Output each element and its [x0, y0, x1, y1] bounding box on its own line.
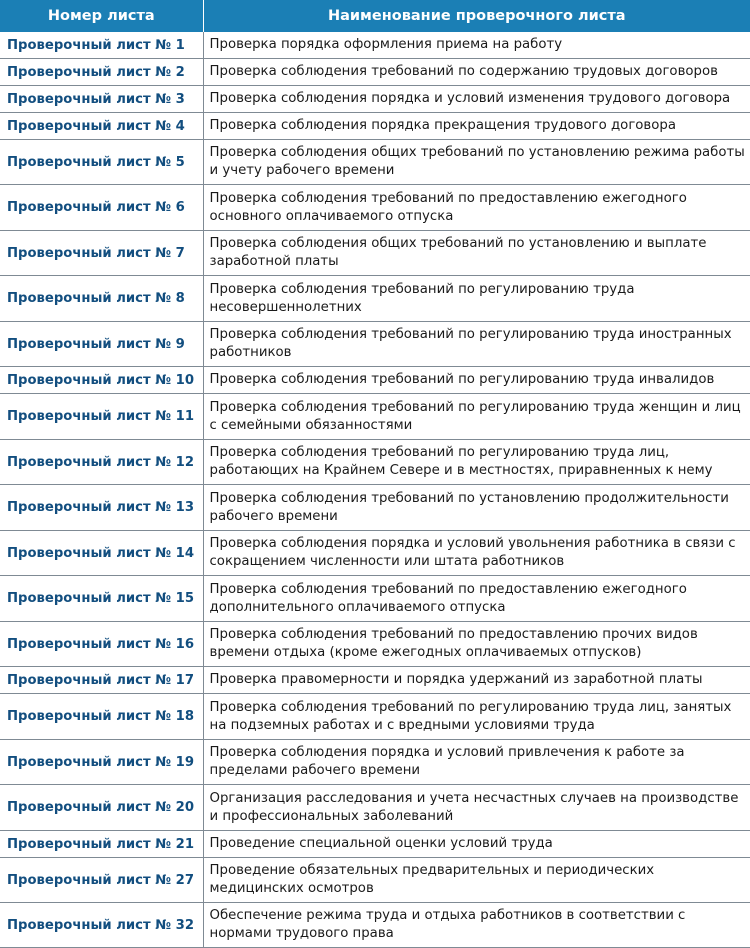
- sheet-name: Проверка соблюдения требований по регулированию труда инвалидов: [203, 367, 750, 394]
- sheet-number: Проверочный лист № 17: [0, 667, 203, 694]
- table-row: [0, 740, 750, 785]
- sheet-name: Проверка соблюдения порядка и условий привлечения к работе за пределами рабочего времени: [203, 740, 750, 785]
- sheet-number: Проверочный лист № 2: [0, 59, 203, 86]
- sheet-name: Организация расследования и учета несчастных случаев на производстве и профессиональных заболеваний: [203, 785, 750, 831]
- sheet-number: Проверочный лист № 8: [0, 276, 203, 322]
- table-row: [0, 86, 750, 113]
- sheet-number: Проверочный лист № 3: [0, 86, 203, 113]
- sheet-number: Проверочный лист № 1: [0, 32, 203, 59]
- table-row: [0, 185, 750, 231]
- sheet-name: Проверка соблюдения требований по регулированию труда лиц, работающих на Крайнем Севере и в местностях, приравненных к нему: [203, 440, 750, 485]
- sheet-number: Проверочный лист № 5: [0, 140, 203, 185]
- table-header-row: [0, 0, 750, 32]
- table-row: [0, 113, 750, 140]
- sheet-name: Проверка соблюдения требований по предоставлению прочих видов времени отдыха (кроме ежегодных оплачиваемых отпусков): [203, 622, 750, 667]
- table-row: [0, 858, 750, 903]
- sheet-name: Проверка соблюдения требований по предоставлению ежегодного основного оплачиваемого отпуска: [203, 185, 750, 231]
- sheet-name: Проверка соблюдения требований по регулированию труда женщин и лиц с семейными обязанностями: [203, 394, 750, 440]
- sheet-number: Проверочный лист № 21: [0, 831, 203, 858]
- table-row: [0, 667, 750, 694]
- table-row: [0, 531, 750, 576]
- sheet-name: Проверка соблюдения требований по регулированию труда лиц, занятых на подземных работах и с вредными условиями труда: [203, 694, 750, 740]
- table-row: [0, 485, 750, 531]
- table-row: [0, 622, 750, 667]
- sheet-number: Проверочный лист № 14: [0, 531, 203, 576]
- sheet-name: Проверка соблюдения порядка и условий изменения трудового договора: [203, 86, 750, 113]
- sheet-number: Проверочный лист № 18: [0, 694, 203, 740]
- table-row: [0, 440, 750, 485]
- table-row: [0, 32, 750, 59]
- sheet-name: Проверка соблюдения требований по установлению продолжительности рабочего времени: [203, 485, 750, 531]
- table-row: [0, 831, 750, 858]
- sheet-name: Проверка соблюдения требований по регулированию труда несовершеннолетних: [203, 276, 750, 322]
- sheet-name: Проверка соблюдения требований по предоставлению ежегодного дополнительного оплачиваемого отпуска: [203, 576, 750, 622]
- sheet-number: Проверочный лист № 4: [0, 113, 203, 140]
- sheet-name: Проверка соблюдения требований по содержанию трудовых договоров: [203, 59, 750, 86]
- sheet-name: Проверка соблюдения общих требований по установлению и выплате заработной платы: [203, 231, 750, 276]
- sheet-name: Проверка порядка оформления приема на работу: [203, 32, 750, 59]
- sheet-number: Проверочный лист № 16: [0, 622, 203, 667]
- sheet-name: Проведение обязательных предварительных и периодических медицинских осмотров: [203, 858, 750, 903]
- table-row: [0, 694, 750, 740]
- table-row: [0, 367, 750, 394]
- sheet-number: Проверочный лист № 20: [0, 785, 203, 831]
- sheet-number: Проверочный лист № 32: [0, 903, 203, 948]
- sheet-name: Проверка соблюдения порядка прекращения трудового договора: [203, 113, 750, 140]
- sheet-name: Проверка соблюдения требований по регулированию труда иностранных работников: [203, 322, 750, 367]
- sheet-number: Проверочный лист № 10: [0, 367, 203, 394]
- table-row: [0, 576, 750, 622]
- table-row: [0, 785, 750, 831]
- sheet-number: Проверочный лист № 27: [0, 858, 203, 903]
- sheet-number: Проверочный лист № 6: [0, 185, 203, 231]
- table-row: [0, 140, 750, 185]
- sheet-number: Проверочный лист № 12: [0, 440, 203, 485]
- table-row: [0, 59, 750, 86]
- table-row: [0, 231, 750, 276]
- sheet-number: Проверочный лист № 19: [0, 740, 203, 785]
- column-header-name: Наименование проверочного листа: [203, 0, 750, 32]
- sheet-name: Проверка соблюдения порядка и условий увольнения работника в связи с сокращением численности или штата работников: [203, 531, 750, 576]
- sheet-name: Проверка правомерности и порядка удержаний из заработной платы: [203, 667, 750, 694]
- sheet-number: Проверочный лист № 9: [0, 322, 203, 367]
- sheet-number: Проверочный лист № 7: [0, 231, 203, 276]
- sheet-name: Обеспечение режима труда и отдыха работников в соответствии с нормами трудового права: [203, 903, 750, 948]
- sheet-name: Проведение специальной оценки условий труда: [203, 831, 750, 858]
- table-row: [0, 394, 750, 440]
- sheet-number: Проверочный лист № 11: [0, 394, 203, 440]
- table-row: [0, 322, 750, 367]
- sheet-number: Проверочный лист № 13: [0, 485, 203, 531]
- column-header-number: Номер листа: [0, 0, 203, 32]
- table-row: [0, 276, 750, 322]
- sheet-number: Проверочный лист № 15: [0, 576, 203, 622]
- sheet-name: Проверка соблюдения общих требований по установлению режима работы и учету рабочего времени: [203, 140, 750, 185]
